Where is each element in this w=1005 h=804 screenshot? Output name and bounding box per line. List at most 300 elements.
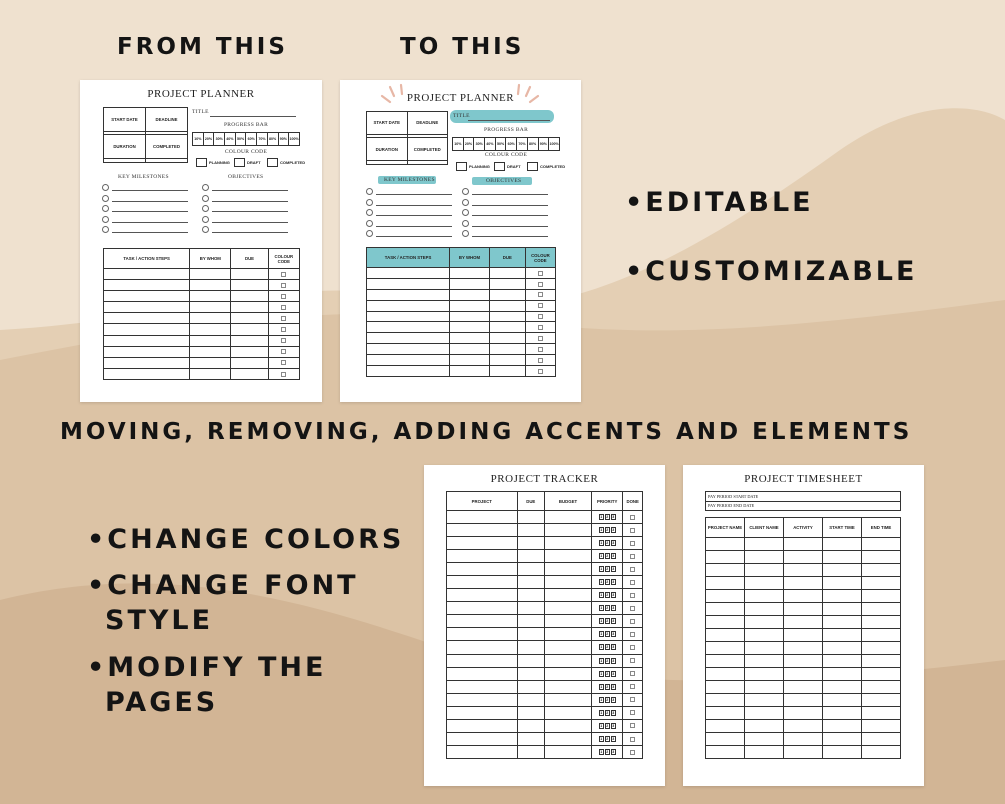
timesheet-cell[interactable] bbox=[784, 642, 823, 655]
task-cell[interactable] bbox=[268, 346, 299, 357]
tracker-cell[interactable] bbox=[623, 524, 643, 537]
task-cell[interactable] bbox=[450, 344, 490, 355]
checkbox[interactable] bbox=[538, 336, 543, 341]
timesheet-cell[interactable] bbox=[706, 655, 745, 668]
priority-box[interactable]: 3 bbox=[612, 554, 615, 559]
priority-box[interactable]: 2 bbox=[606, 580, 609, 585]
tracker-cell[interactable] bbox=[623, 537, 643, 550]
task-cell[interactable] bbox=[525, 366, 555, 377]
task-cell[interactable] bbox=[104, 346, 190, 357]
progress-cell[interactable]: 40% bbox=[225, 133, 236, 146]
timesheet-cell[interactable] bbox=[784, 733, 823, 746]
checkbox-circle-icon[interactable] bbox=[202, 184, 209, 191]
tracker-cell[interactable] bbox=[517, 589, 544, 602]
progress-cell[interactable]: 100% bbox=[549, 138, 560, 151]
task-cell[interactable] bbox=[489, 268, 525, 279]
timesheet-cell[interactable] bbox=[823, 551, 862, 564]
tracker-cell[interactable] bbox=[623, 511, 643, 524]
priority-box[interactable]: 1 bbox=[600, 658, 603, 663]
timesheet-cell[interactable] bbox=[784, 538, 823, 551]
tracker-cell[interactable] bbox=[544, 732, 591, 745]
task-cell[interactable] bbox=[450, 311, 490, 322]
timesheet-cell[interactable] bbox=[784, 668, 823, 681]
checkbox[interactable] bbox=[538, 282, 543, 287]
done-checkbox[interactable] bbox=[630, 723, 635, 728]
tracker-cell[interactable] bbox=[517, 524, 544, 537]
task-cell[interactable] bbox=[489, 300, 525, 311]
done-checkbox[interactable] bbox=[630, 750, 635, 755]
task-cell[interactable] bbox=[450, 333, 490, 344]
checkbox[interactable] bbox=[538, 292, 543, 297]
task-cell[interactable] bbox=[231, 346, 268, 357]
task-cell[interactable] bbox=[450, 278, 490, 289]
done-checkbox[interactable] bbox=[630, 593, 635, 598]
timesheet-cell[interactable] bbox=[823, 629, 862, 642]
tracker-cell[interactable] bbox=[592, 706, 623, 719]
task-cell[interactable] bbox=[104, 280, 190, 291]
timesheet-cell[interactable] bbox=[784, 707, 823, 720]
task-cell[interactable] bbox=[367, 268, 450, 279]
done-checkbox[interactable] bbox=[630, 528, 635, 533]
task-cell[interactable] bbox=[231, 324, 268, 335]
checkbox-circle-icon[interactable] bbox=[202, 226, 209, 233]
timesheet-cell[interactable] bbox=[784, 629, 823, 642]
tracker-cell[interactable] bbox=[517, 745, 544, 758]
checkbox-circle-icon[interactable] bbox=[102, 195, 109, 202]
checkbox[interactable] bbox=[281, 372, 286, 377]
entry-line[interactable] bbox=[212, 232, 288, 233]
entry-line[interactable] bbox=[472, 194, 548, 195]
timesheet-cell[interactable] bbox=[862, 538, 901, 551]
timesheet-cell[interactable] bbox=[706, 668, 745, 681]
task-cell[interactable] bbox=[268, 313, 299, 324]
task-cell[interactable] bbox=[190, 368, 231, 379]
task-cell[interactable] bbox=[190, 324, 231, 335]
priority-box[interactable]: 2 bbox=[606, 671, 609, 676]
checkbox[interactable] bbox=[538, 369, 543, 374]
timesheet-cell[interactable] bbox=[823, 733, 862, 746]
tracker-cell[interactable] bbox=[447, 628, 518, 641]
task-cell[interactable] bbox=[525, 300, 555, 311]
priority-box[interactable]: 1 bbox=[600, 619, 603, 624]
priority-box[interactable]: 1 bbox=[600, 541, 603, 546]
tracker-cell[interactable] bbox=[623, 745, 643, 758]
timesheet-cell[interactable] bbox=[745, 577, 784, 590]
tracker-cell[interactable] bbox=[517, 602, 544, 615]
timesheet-cell[interactable] bbox=[823, 577, 862, 590]
timesheet-cell[interactable] bbox=[862, 616, 901, 629]
priority-box[interactable]: 2 bbox=[606, 749, 609, 754]
done-checkbox[interactable] bbox=[630, 554, 635, 559]
task-cell[interactable] bbox=[525, 322, 555, 333]
tracker-cell[interactable] bbox=[592, 628, 623, 641]
done-checkbox[interactable] bbox=[630, 671, 635, 676]
tracker-cell[interactable] bbox=[517, 693, 544, 706]
tracker-cell[interactable] bbox=[592, 654, 623, 667]
tracker-cell[interactable] bbox=[592, 641, 623, 654]
tracker-cell[interactable] bbox=[447, 537, 518, 550]
priority-box[interactable]: 1 bbox=[600, 554, 603, 559]
progress-cell[interactable]: 30% bbox=[214, 133, 225, 146]
tracker-cell[interactable] bbox=[623, 641, 643, 654]
done-checkbox[interactable] bbox=[630, 684, 635, 689]
task-cell[interactable] bbox=[268, 357, 299, 368]
task-cell[interactable] bbox=[268, 280, 299, 291]
checkbox[interactable] bbox=[281, 316, 286, 321]
task-cell[interactable] bbox=[367, 311, 450, 322]
timesheet-cell[interactable] bbox=[862, 733, 901, 746]
priority-box[interactable]: 1 bbox=[600, 749, 603, 754]
tracker-cell[interactable] bbox=[517, 654, 544, 667]
timesheet-cell[interactable] bbox=[784, 655, 823, 668]
legend-swatch[interactable] bbox=[267, 158, 278, 167]
tracker-cell[interactable] bbox=[592, 615, 623, 628]
tracker-cell[interactable] bbox=[544, 511, 591, 524]
checkbox-circle-icon[interactable] bbox=[366, 188, 373, 195]
task-cell[interactable] bbox=[268, 335, 299, 346]
tracker-cell[interactable] bbox=[544, 589, 591, 602]
priority-box[interactable]: 2 bbox=[606, 619, 609, 624]
task-cell[interactable] bbox=[231, 291, 268, 302]
tracker-cell[interactable] bbox=[623, 628, 643, 641]
tracker-cell[interactable] bbox=[447, 745, 518, 758]
timesheet-cell[interactable] bbox=[784, 681, 823, 694]
entry-line[interactable] bbox=[376, 226, 452, 227]
task-cell[interactable] bbox=[104, 302, 190, 313]
progress-cell[interactable]: 20% bbox=[463, 138, 474, 151]
progress-cell[interactable]: 90% bbox=[278, 133, 289, 146]
tracker-cell[interactable] bbox=[592, 576, 623, 589]
priority-box[interactable]: 1 bbox=[600, 645, 603, 650]
priority-box[interactable]: 3 bbox=[612, 619, 615, 624]
timesheet-cell[interactable] bbox=[706, 720, 745, 733]
checkbox-circle-icon[interactable] bbox=[102, 216, 109, 223]
timesheet-cell[interactable] bbox=[784, 694, 823, 707]
tracker-cell[interactable] bbox=[544, 693, 591, 706]
tracker-cell[interactable] bbox=[544, 524, 591, 537]
legend-swatch[interactable] bbox=[527, 162, 538, 171]
timesheet-cell[interactable] bbox=[706, 629, 745, 642]
task-cell[interactable] bbox=[104, 324, 190, 335]
task-cell[interactable] bbox=[367, 344, 450, 355]
priority-box[interactable]: 2 bbox=[606, 606, 609, 611]
task-cell[interactable] bbox=[489, 344, 525, 355]
timesheet-cell[interactable] bbox=[823, 564, 862, 577]
entry-line[interactable] bbox=[212, 211, 288, 212]
timesheet-cell[interactable] bbox=[706, 590, 745, 603]
checkbox-circle-icon[interactable] bbox=[462, 209, 469, 216]
tracker-cell[interactable] bbox=[592, 511, 623, 524]
tracker-cell[interactable] bbox=[447, 602, 518, 615]
timesheet-cell[interactable] bbox=[784, 577, 823, 590]
priority-box[interactable]: 3 bbox=[612, 710, 615, 715]
timesheet-cell[interactable] bbox=[823, 603, 862, 616]
timesheet-cell[interactable] bbox=[745, 668, 784, 681]
checkbox[interactable] bbox=[538, 347, 543, 352]
task-cell[interactable] bbox=[104, 313, 190, 324]
timesheet-cell[interactable] bbox=[706, 577, 745, 590]
timesheet-cell[interactable] bbox=[862, 681, 901, 694]
legend-swatch[interactable] bbox=[234, 158, 245, 167]
tracker-cell[interactable] bbox=[592, 680, 623, 693]
priority-box[interactable]: 3 bbox=[612, 658, 615, 663]
entry-line[interactable] bbox=[112, 222, 188, 223]
done-checkbox[interactable] bbox=[630, 645, 635, 650]
done-checkbox[interactable] bbox=[630, 606, 635, 611]
task-cell[interactable] bbox=[450, 366, 490, 377]
priority-box[interactable]: 2 bbox=[606, 723, 609, 728]
legend-swatch[interactable] bbox=[494, 162, 505, 171]
tracker-cell[interactable] bbox=[517, 511, 544, 524]
timesheet-cell[interactable] bbox=[862, 720, 901, 733]
entry-line[interactable] bbox=[212, 190, 288, 191]
timesheet-cell[interactable] bbox=[745, 720, 784, 733]
task-cell[interactable] bbox=[231, 357, 268, 368]
timesheet-cell[interactable] bbox=[823, 707, 862, 720]
done-checkbox[interactable] bbox=[630, 619, 635, 624]
checkbox-circle-icon[interactable] bbox=[366, 199, 373, 206]
task-cell[interactable] bbox=[231, 269, 268, 280]
progress-cell[interactable]: 20% bbox=[203, 133, 214, 146]
tracker-cell[interactable] bbox=[592, 524, 623, 537]
timesheet-cell[interactable] bbox=[862, 707, 901, 720]
entry-line[interactable] bbox=[472, 205, 548, 206]
done-checkbox[interactable] bbox=[630, 515, 635, 520]
task-cell[interactable] bbox=[268, 269, 299, 280]
timesheet-cell[interactable] bbox=[706, 538, 745, 551]
checkbox-circle-icon[interactable] bbox=[102, 184, 109, 191]
checkbox-circle-icon[interactable] bbox=[366, 230, 373, 237]
priority-box[interactable]: 3 bbox=[612, 749, 615, 754]
tracker-cell[interactable] bbox=[447, 576, 518, 589]
priority-box[interactable]: 1 bbox=[600, 515, 603, 520]
task-cell[interactable] bbox=[104, 368, 190, 379]
priority-box[interactable]: 3 bbox=[612, 528, 615, 533]
done-checkbox[interactable] bbox=[630, 737, 635, 742]
timesheet-cell[interactable] bbox=[862, 564, 901, 577]
tracker-cell[interactable] bbox=[517, 706, 544, 719]
done-checkbox[interactable] bbox=[630, 697, 635, 702]
priority-box[interactable]: 3 bbox=[612, 697, 615, 702]
timesheet-cell[interactable] bbox=[823, 590, 862, 603]
task-cell[interactable] bbox=[104, 335, 190, 346]
task-cell[interactable] bbox=[268, 302, 299, 313]
checkbox[interactable] bbox=[281, 338, 286, 343]
task-cell[interactable] bbox=[525, 311, 555, 322]
legend-swatch[interactable] bbox=[456, 162, 467, 171]
tracker-cell[interactable] bbox=[592, 745, 623, 758]
checkbox[interactable] bbox=[538, 358, 543, 363]
task-cell[interactable] bbox=[190, 346, 231, 357]
tracker-cell[interactable] bbox=[623, 667, 643, 680]
task-cell[interactable] bbox=[367, 366, 450, 377]
progress-cell[interactable]: 90% bbox=[538, 138, 549, 151]
checkbox[interactable] bbox=[538, 271, 543, 276]
priority-box[interactable]: 3 bbox=[612, 541, 615, 546]
tracker-cell[interactable] bbox=[544, 641, 591, 654]
checkbox-circle-icon[interactable] bbox=[202, 216, 209, 223]
priority-box[interactable]: 3 bbox=[612, 723, 615, 728]
tracker-cell[interactable] bbox=[592, 732, 623, 745]
entry-line[interactable] bbox=[212, 222, 288, 223]
checkbox-circle-icon[interactable] bbox=[366, 209, 373, 216]
tracker-cell[interactable] bbox=[517, 667, 544, 680]
tracker-cell[interactable] bbox=[592, 602, 623, 615]
priority-box[interactable]: 3 bbox=[612, 645, 615, 650]
tracker-cell[interactable] bbox=[517, 550, 544, 563]
timesheet-cell[interactable] bbox=[823, 668, 862, 681]
timesheet-cell[interactable] bbox=[745, 694, 784, 707]
timesheet-cell[interactable] bbox=[862, 590, 901, 603]
tracker-cell[interactable] bbox=[447, 524, 518, 537]
timesheet-cell[interactable] bbox=[784, 551, 823, 564]
tracker-cell[interactable] bbox=[544, 576, 591, 589]
tracker-cell[interactable] bbox=[544, 615, 591, 628]
tracker-cell[interactable] bbox=[623, 550, 643, 563]
checkbox[interactable] bbox=[281, 294, 286, 299]
tracker-cell[interactable] bbox=[517, 628, 544, 641]
timesheet-cell[interactable] bbox=[745, 603, 784, 616]
priority-box[interactable]: 2 bbox=[606, 632, 609, 637]
tracker-cell[interactable] bbox=[592, 693, 623, 706]
task-cell[interactable] bbox=[367, 333, 450, 344]
tracker-cell[interactable] bbox=[517, 641, 544, 654]
task-cell[interactable] bbox=[367, 355, 450, 366]
checkbox-circle-icon[interactable] bbox=[366, 220, 373, 227]
priority-box[interactable]: 1 bbox=[600, 723, 603, 728]
task-cell[interactable] bbox=[525, 268, 555, 279]
task-cell[interactable] bbox=[450, 289, 490, 300]
checkbox-circle-icon[interactable] bbox=[102, 226, 109, 233]
timesheet-cell[interactable] bbox=[745, 551, 784, 564]
tracker-cell[interactable] bbox=[517, 615, 544, 628]
task-cell[interactable] bbox=[104, 357, 190, 368]
priority-box[interactable]: 1 bbox=[600, 684, 603, 689]
done-checkbox[interactable] bbox=[630, 710, 635, 715]
timesheet-cell[interactable] bbox=[823, 538, 862, 551]
entry-line[interactable] bbox=[472, 215, 548, 216]
timesheet-cell[interactable] bbox=[706, 551, 745, 564]
checkbox[interactable] bbox=[281, 283, 286, 288]
timesheet-cell[interactable] bbox=[784, 590, 823, 603]
progress-cell[interactable]: 70% bbox=[517, 138, 528, 151]
task-cell[interactable] bbox=[104, 269, 190, 280]
timesheet-cell[interactable] bbox=[862, 577, 901, 590]
tracker-cell[interactable] bbox=[544, 667, 591, 680]
tracker-cell[interactable] bbox=[517, 680, 544, 693]
task-cell[interactable] bbox=[450, 300, 490, 311]
priority-box[interactable]: 3 bbox=[612, 736, 615, 741]
timesheet-cell[interactable] bbox=[745, 616, 784, 629]
checkbox-circle-icon[interactable] bbox=[462, 188, 469, 195]
priority-box[interactable]: 3 bbox=[612, 515, 615, 520]
checkbox[interactable] bbox=[538, 303, 543, 308]
entry-line[interactable] bbox=[472, 236, 548, 237]
task-cell[interactable] bbox=[190, 313, 231, 324]
timesheet-cell[interactable] bbox=[862, 655, 901, 668]
tracker-cell[interactable] bbox=[544, 563, 591, 576]
progress-cell[interactable]: 10% bbox=[453, 138, 464, 151]
tracker-cell[interactable] bbox=[623, 732, 643, 745]
tracker-cell[interactable] bbox=[447, 563, 518, 576]
tracker-cell[interactable] bbox=[447, 706, 518, 719]
timesheet-cell[interactable] bbox=[706, 733, 745, 746]
task-cell[interactable] bbox=[268, 291, 299, 302]
priority-box[interactable]: 1 bbox=[600, 567, 603, 572]
task-cell[interactable] bbox=[525, 344, 555, 355]
legend-swatch[interactable] bbox=[196, 158, 207, 167]
done-checkbox[interactable] bbox=[630, 632, 635, 637]
progress-cell[interactable]: 30% bbox=[474, 138, 485, 151]
entry-line[interactable] bbox=[112, 232, 188, 233]
task-cell[interactable] bbox=[450, 355, 490, 366]
tracker-cell[interactable] bbox=[544, 719, 591, 732]
entry-line[interactable] bbox=[112, 211, 188, 212]
checkbox[interactable] bbox=[281, 305, 286, 310]
priority-box[interactable]: 1 bbox=[600, 697, 603, 702]
timesheet-cell[interactable] bbox=[745, 590, 784, 603]
task-cell[interactable] bbox=[450, 322, 490, 333]
tracker-cell[interactable] bbox=[544, 654, 591, 667]
entry-line[interactable] bbox=[112, 190, 188, 191]
priority-box[interactable]: 2 bbox=[606, 710, 609, 715]
timesheet-cell[interactable] bbox=[745, 564, 784, 577]
timesheet-cell[interactable] bbox=[706, 746, 745, 759]
timesheet-cell[interactable] bbox=[862, 551, 901, 564]
timesheet-cell[interactable] bbox=[823, 720, 862, 733]
tracker-cell[interactable] bbox=[544, 602, 591, 615]
progress-cell[interactable]: 80% bbox=[267, 133, 278, 146]
timesheet-cell[interactable] bbox=[745, 707, 784, 720]
timesheet-cell[interactable] bbox=[823, 746, 862, 759]
timesheet-cell[interactable] bbox=[784, 616, 823, 629]
progress-cell[interactable]: 40% bbox=[485, 138, 496, 151]
timesheet-cell[interactable] bbox=[706, 642, 745, 655]
tracker-cell[interactable] bbox=[544, 537, 591, 550]
timesheet-cell[interactable] bbox=[706, 616, 745, 629]
entry-line[interactable] bbox=[376, 205, 452, 206]
tracker-cell[interactable] bbox=[623, 576, 643, 589]
progress-cell[interactable]: 60% bbox=[506, 138, 517, 151]
task-cell[interactable] bbox=[231, 302, 268, 313]
task-cell[interactable] bbox=[268, 324, 299, 335]
entry-line[interactable] bbox=[376, 194, 452, 195]
task-cell[interactable] bbox=[367, 300, 450, 311]
priority-box[interactable]: 2 bbox=[606, 528, 609, 533]
tracker-cell[interactable] bbox=[544, 745, 591, 758]
done-checkbox[interactable] bbox=[630, 567, 635, 572]
task-cell[interactable] bbox=[231, 368, 268, 379]
checkbox[interactable] bbox=[281, 327, 286, 332]
checkbox[interactable] bbox=[281, 272, 286, 277]
checkbox-circle-icon[interactable] bbox=[202, 205, 209, 212]
tracker-cell[interactable] bbox=[447, 719, 518, 732]
priority-box[interactable]: 3 bbox=[612, 567, 615, 572]
tracker-cell[interactable] bbox=[623, 602, 643, 615]
done-checkbox[interactable] bbox=[630, 580, 635, 585]
priority-box[interactable]: 2 bbox=[606, 697, 609, 702]
task-cell[interactable] bbox=[231, 313, 268, 324]
entry-line[interactable] bbox=[376, 215, 452, 216]
priority-box[interactable]: 2 bbox=[606, 541, 609, 546]
tracker-cell[interactable] bbox=[623, 719, 643, 732]
task-cell[interactable] bbox=[489, 366, 525, 377]
tracker-cell[interactable] bbox=[592, 537, 623, 550]
tracker-cell[interactable] bbox=[447, 693, 518, 706]
timesheet-cell[interactable] bbox=[745, 681, 784, 694]
tracker-cell[interactable] bbox=[544, 706, 591, 719]
tracker-cell[interactable] bbox=[447, 680, 518, 693]
